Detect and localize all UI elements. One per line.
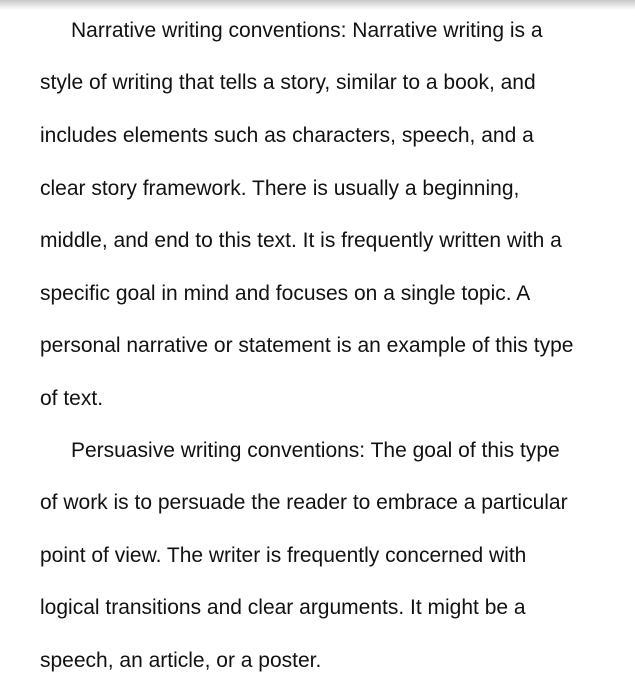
text-line: specific goal in mind and focuses on a single topic. A	[40, 282, 531, 305]
text-line: clear story framework. There is usually a beginning,	[40, 177, 520, 200]
text-line: point of view. The writer is frequently concerned with	[40, 544, 527, 567]
text-line: of work is to persuade the reader to embrace a particular	[40, 491, 568, 514]
text-line: Narrative writing conventions: Narrative writing is a	[71, 19, 543, 42]
text-line: style of writing that tells a story, similar to a book, and	[40, 71, 536, 94]
text-line: of text.	[40, 387, 104, 410]
text-line: speech, an article, or a poster.	[40, 649, 322, 672]
text-line: logical transitions and clear arguments. It might be a	[40, 596, 526, 619]
text-line: personal narrative or statement is an example of this type	[40, 334, 574, 357]
text-line: includes elements such as characters, speech, and a	[40, 124, 534, 147]
text-line: middle, and end to this text. It is frequently written with a	[40, 229, 562, 252]
text-line: Persuasive writing conventions: The goal of this type	[71, 439, 560, 462]
